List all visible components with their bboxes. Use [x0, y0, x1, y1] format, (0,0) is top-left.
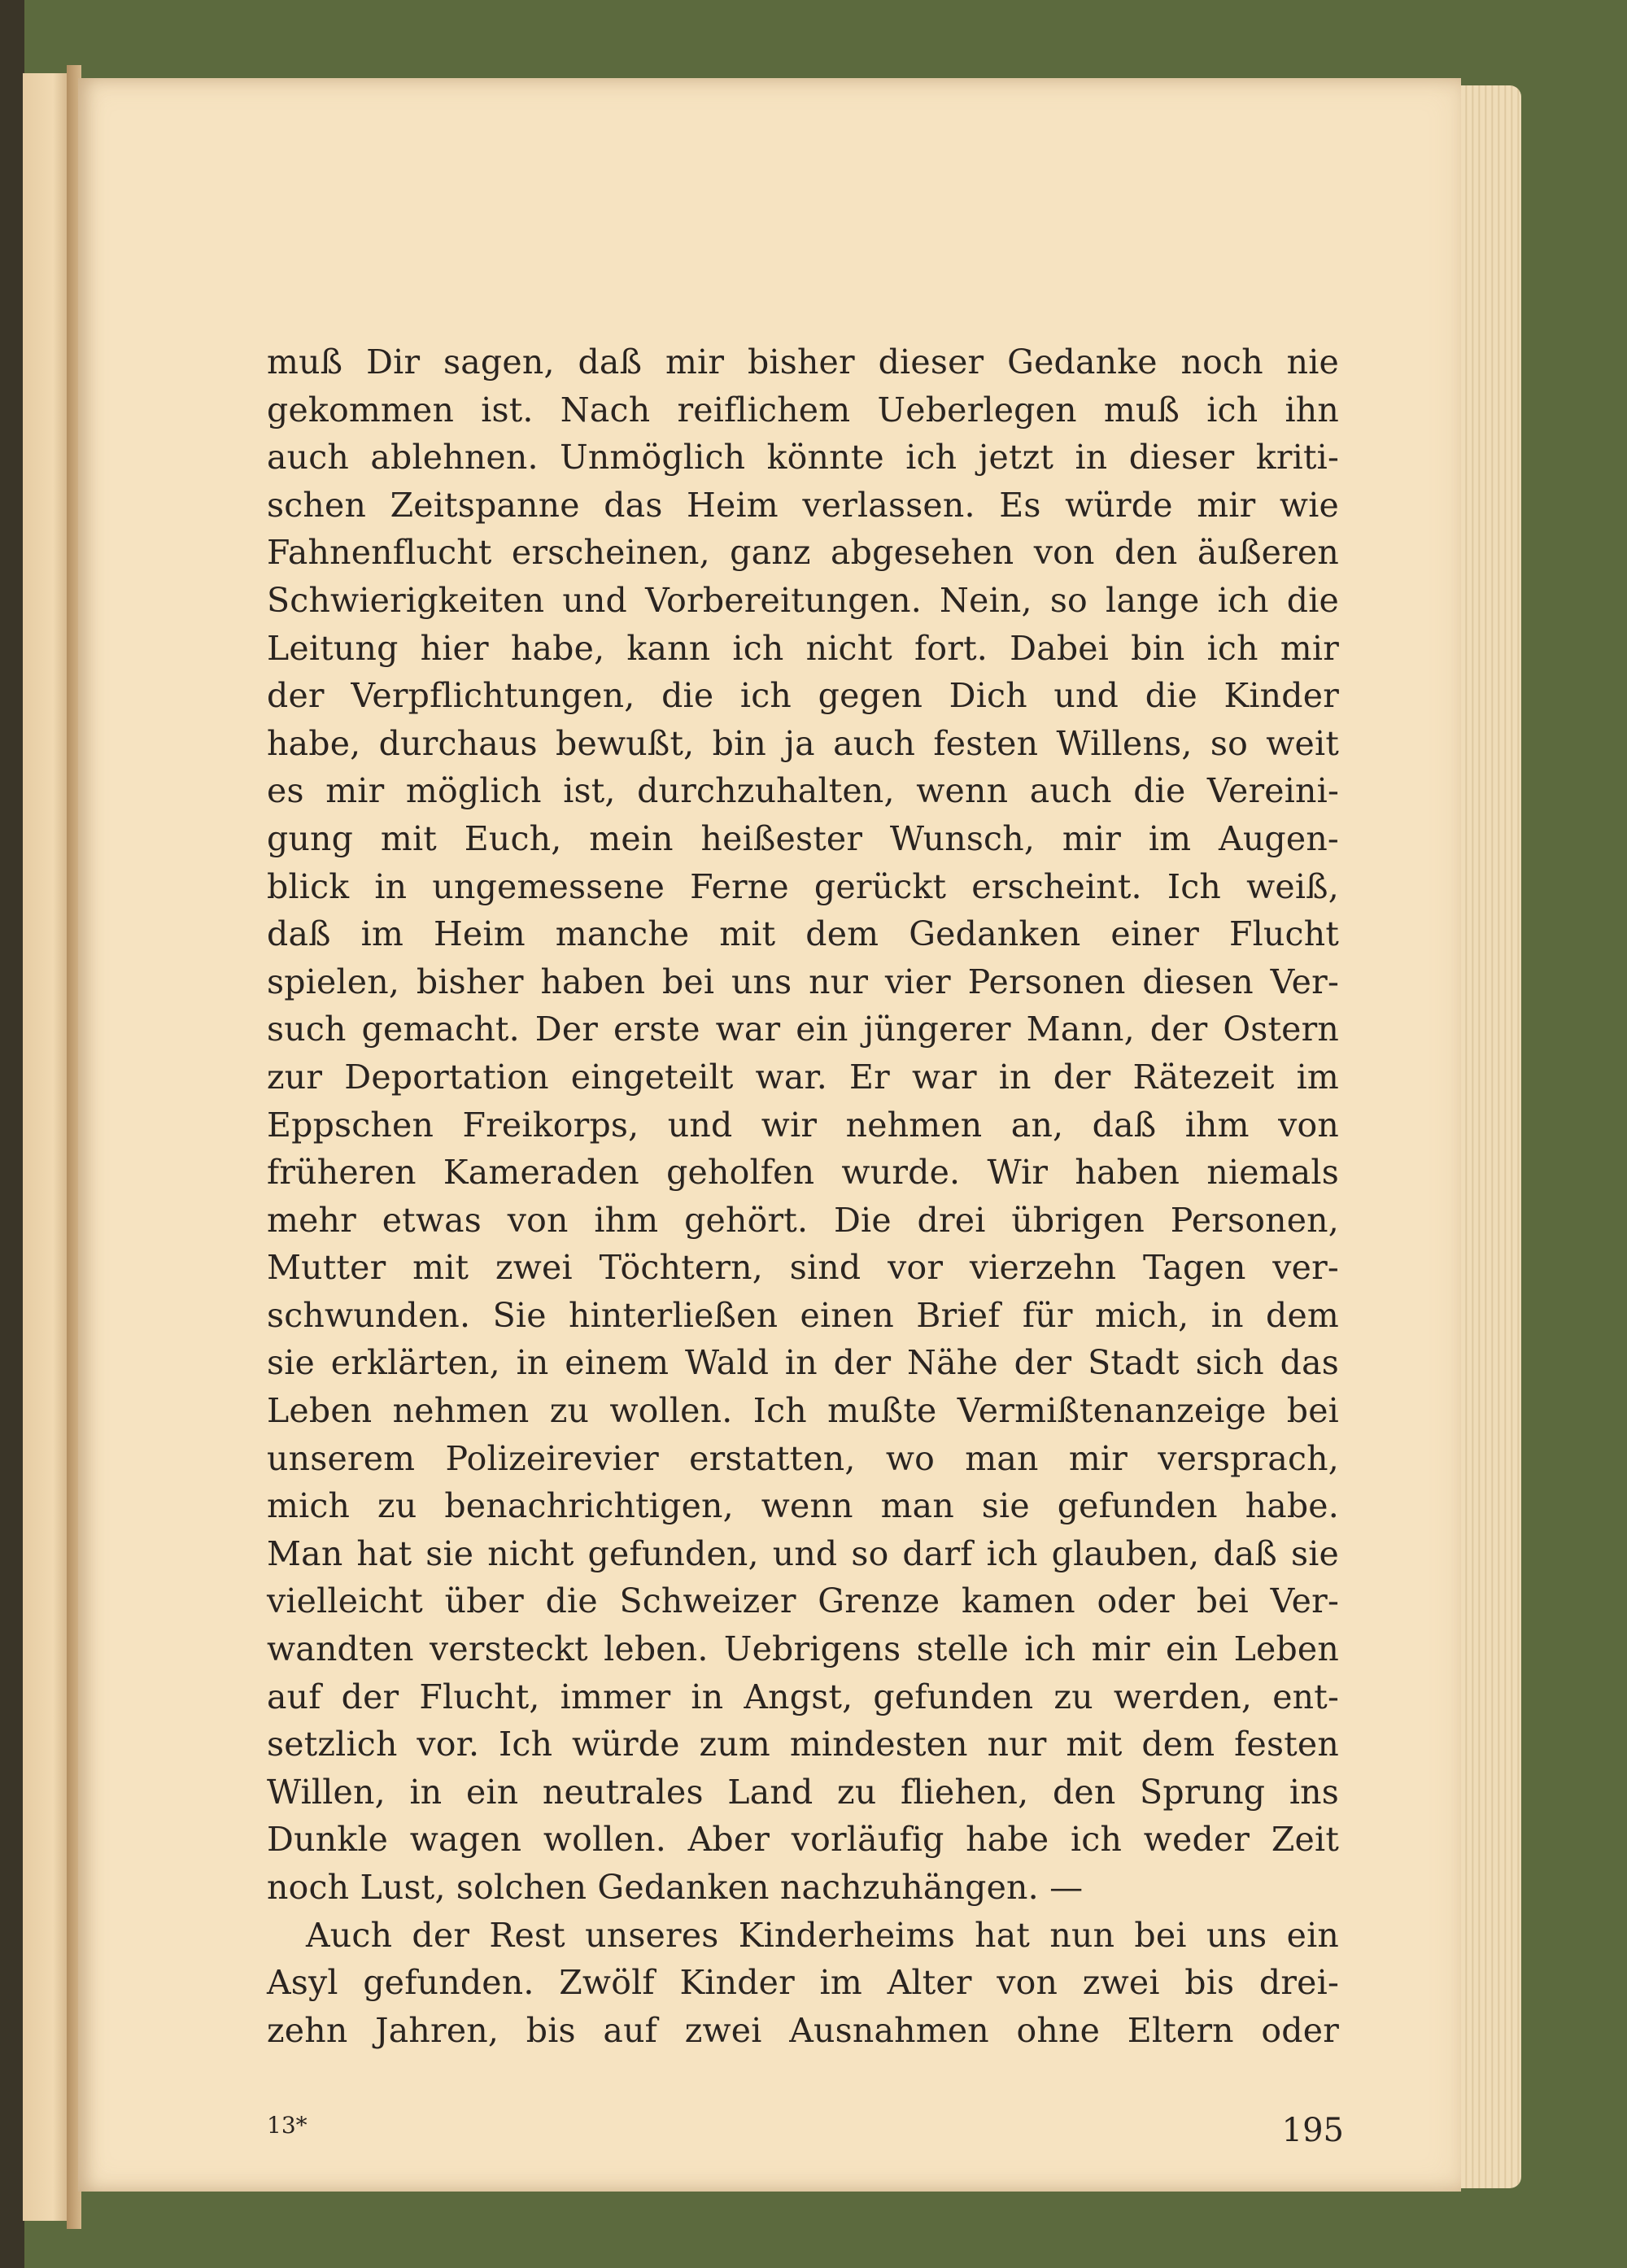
text-line: es mir möglich ist, durchzuhalten, wenn auch die Vereini- [267, 771, 1339, 811]
text-line: Willen, in ein neutrales Land zu fliehen, den Sprung ins [267, 1772, 1339, 1812]
text-line: daß im Heim manche mit dem Gedanken einer Flucht [267, 914, 1339, 954]
text-line: zehn Jahren, bis auf zwei Ausnahmen ohne Eltern oder [267, 2010, 1339, 2050]
binding-left-edge [0, 0, 24, 2268]
text-line: mehr etwas von ihm gehört. Die drei übrigen Personen, [267, 1200, 1339, 1240]
text-line: such gemacht. Der erste war ein jüngerer Mann, der Ostern [267, 1010, 1339, 1049]
text-line: muß Dir sagen, daß mir bisher dieser Gedanke noch nie [267, 342, 1339, 382]
text-line: setzlich vor. Ich würde zum mindesten nur mit dem festen [267, 1725, 1339, 1764]
text-line: blick in ungemessene Ferne gerückt erscheint. Ich weiß, [267, 866, 1339, 906]
text-line: Fahnenflucht erscheinen, ganz abgesehen von den äußeren [267, 533, 1339, 573]
text-line: schen Zeitspanne das Heim verlassen. Es würde mir wie [267, 485, 1339, 525]
text-line: auch ablehnen. Unmöglich könnte ich jetzt in dieser kriti- [267, 438, 1339, 478]
text-line: früheren Kameraden geholfen wurde. Wir haben niemals [267, 1153, 1339, 1193]
text-line: Leitung hier habe, kann ich nicht fort. Dabei bin ich mir [267, 628, 1339, 668]
body-text [267, 338, 1339, 2054]
text-line: Dunkle wagen wollen. Aber vorläufig habe ich weder Zeit [267, 1820, 1339, 1860]
text-line: vielleicht über die Schweizer Grenze kamen oder bei Ver- [267, 1581, 1339, 1621]
text-line: Man hat sie nicht gefunden, und so darf ich glauben, daß sie [267, 1533, 1339, 1573]
text-line: gekommen ist. Nach reiflichem Ueberlegen muß ich ihn [267, 390, 1339, 430]
text-line: zur Deportation eingeteilt war. Er war in der Rätezeit im [267, 1057, 1339, 1097]
text-line: der Verpflichtungen, die ich gegen Dich und die Kinder [267, 676, 1339, 716]
text-line: auf der Flucht, immer in Angst, gefunden zu werden, ent- [267, 1677, 1339, 1716]
text-line: Leben nehmen zu wollen. Ich mußte Vermißtenanzeige bei [267, 1391, 1339, 1431]
text-line: Asyl gefunden. Zwölf Kinder im Alter von zwei bis drei- [267, 1963, 1339, 2003]
text-line: wandten versteckt leben. Uebrigens stelle ich mir ein Leben [267, 1629, 1339, 1669]
text-line: Schwierigkeiten und Vorbereitungen. Nein, so lange ich die [267, 580, 1339, 620]
signature-mark: 13* [267, 2112, 308, 2139]
text-line: Auch der Rest unseres Kinderheims hat nun bei uns ein [306, 1915, 1339, 1955]
text-line: habe, durchaus bewußt, bin ja auch festen Willens, so weit [267, 723, 1339, 763]
paragraph-2 [267, 1912, 1339, 2055]
text-line: noch Lust, solchen Gedanken nachzuhängen. — [267, 1868, 1084, 1907]
text-line: Mutter mit zwei Töchtern, sind vor vierzehn Tagen ver- [267, 1248, 1339, 1288]
text-line: gung mit Euch, mein heißester Wunsch, mir im Augen- [267, 818, 1339, 858]
text-line: Eppschen Freikorps, und wir nehmen an, daß ihm von [267, 1105, 1339, 1145]
text-line: unserem Polizeirevier erstatten, wo man mir versprach, [267, 1438, 1339, 1478]
verso-page-edge [23, 73, 73, 2221]
page-number: 195 [1281, 2112, 1344, 2149]
text-line: spielen, bisher haben bei uns nur vier Personen diesen Ver- [267, 962, 1339, 1001]
recto-page [78, 78, 1461, 2192]
text-line: schwunden. Sie hinterließen einen Brief für mich, in dem [267, 1295, 1339, 1335]
paragraph-1 [267, 338, 1339, 1912]
text-line: sie erklärten, in einem Wald in der Nähe der Stadt sich das [267, 1343, 1339, 1383]
text-line: mich zu benachrichtigen, wenn man sie gefunden habe. [267, 1486, 1339, 1526]
